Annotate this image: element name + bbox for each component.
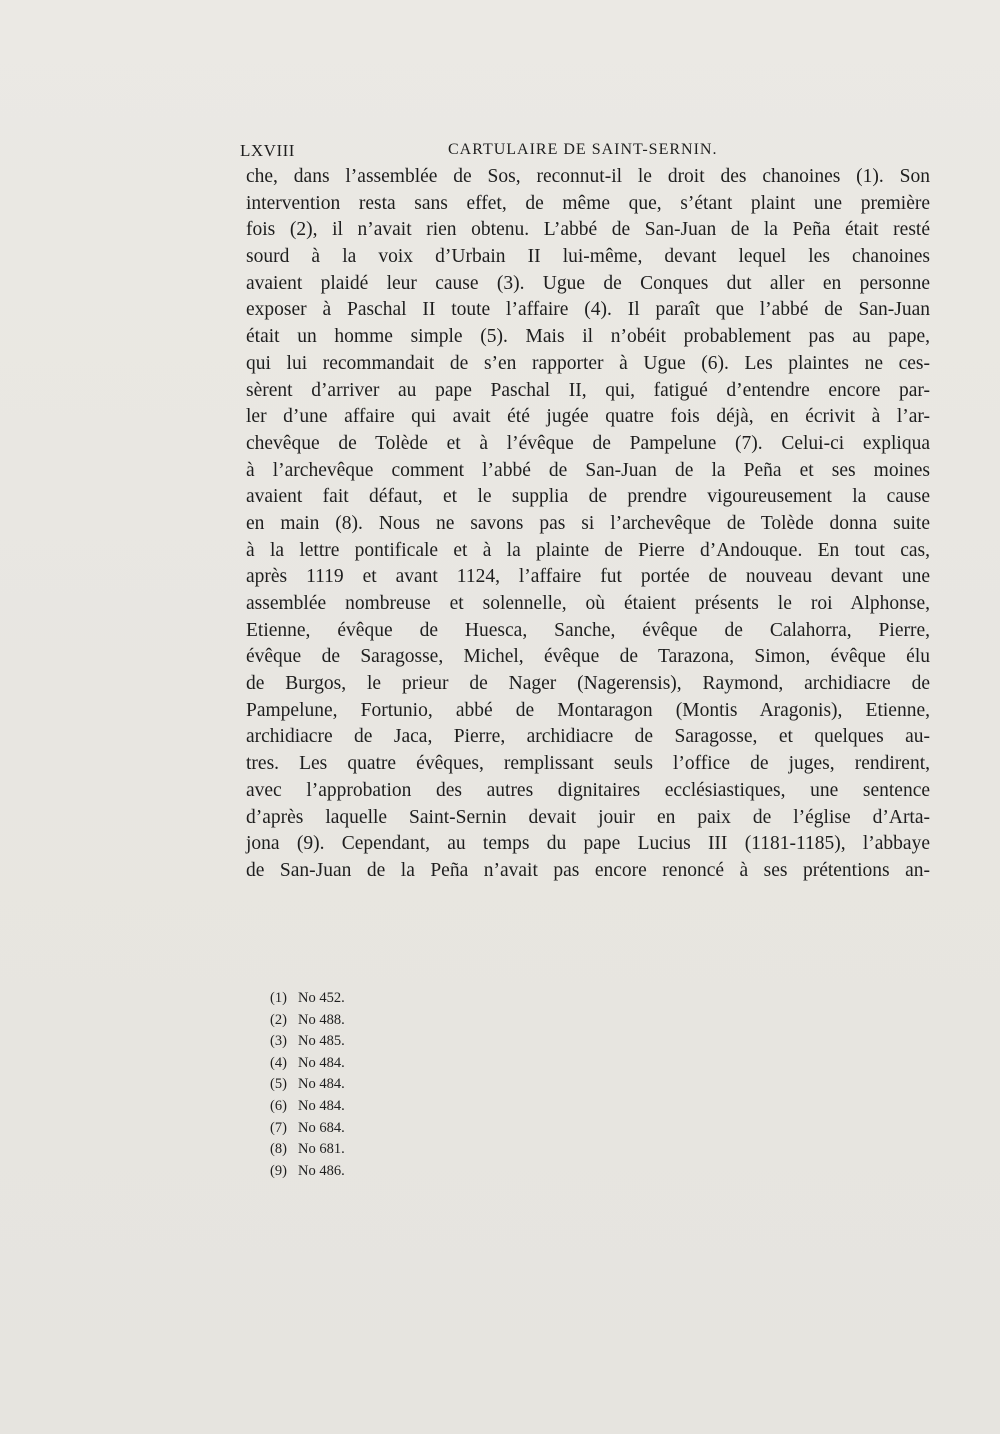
text-line: avec l’approbation des autres dignitaires ecclésiastiques, une sentence — [246, 779, 930, 801]
text-line: avaient plaidé leur cause (3). Ugue de Conques dut aller en personne — [246, 272, 930, 294]
text-line: évêque de Saragosse, Michel, évêque de Tarazona, Simon, évêque élu — [246, 646, 930, 668]
footnote-text: No 452. — [298, 990, 345, 1006]
footnote — [270, 1031, 470, 1053]
text-line: che, dans l’assemblée de Sos, reconnut-il le droit des chanoines (1). Son — [246, 166, 930, 187]
page-folio: LXVIII — [240, 141, 295, 160]
footnote-mark: (4) — [270, 1054, 287, 1071]
footnote — [270, 1161, 470, 1183]
footnote-text: No 486. — [298, 1162, 345, 1179]
text-line: sèrent d’arriver au pape Paschal II, qui, fatigué d’entendre encore par- — [246, 379, 930, 401]
footnote — [270, 988, 470, 1010]
text-line: ler d’une affaire qui avait été jugée quatre fois déjà, en écrivit à l’ar- — [246, 406, 930, 428]
text-line: à la lettre pontificale et à la plainte de Pierre d’Andouque. En tout cas, — [246, 539, 930, 561]
text-line: de Burgos, le prieur de Nager (Nagerensis), Raymond, archidiacre de — [246, 673, 930, 695]
footnote-text: No 485. — [298, 1033, 345, 1050]
footnote-text: No 684. — [298, 1119, 345, 1136]
text-line: d’après laquelle Saint-Sernin devait jouir en paix de l’église d’Arta- — [246, 806, 930, 828]
footnote — [270, 1053, 470, 1075]
footnote — [270, 1074, 470, 1096]
footnote-mark: (6) — [270, 1097, 287, 1114]
text-line: de San-Juan de la Peña n’avait pas encore renoncé à ses prétentions an- — [246, 859, 930, 881]
footnote — [270, 1010, 470, 1032]
text-line: chevêque de Tolède et à l’évêque de Pampelune (7). Celui-ci expliqua — [246, 432, 930, 454]
footnote — [270, 1096, 470, 1118]
text-line: Pampelune, Fortunio, abbé de Montaragon (Montis Aragonis), Etienne, — [246, 699, 930, 721]
text-line: jona (9). Cependant, au temps du pape Lucius III (1181-1185), l’abbaye — [246, 833, 930, 855]
text-line: sourd à la voix d’Urbain II lui-même, devant lequel les chanoines — [246, 246, 930, 268]
footnote-text: No 488. — [298, 1011, 345, 1028]
footnote-text: No 484. — [298, 1097, 345, 1114]
text-line: qui lui recommandait de s’en rapporter à Ugue (6). Les plaintes ne ces- — [246, 352, 930, 374]
footnote-mark: (7) — [270, 1119, 287, 1136]
text-line: fois (2), il n’avait rien obtenu. L’abbé de San-Juan de la Peña était resté — [246, 219, 930, 241]
footnote-mark: (8) — [270, 1141, 287, 1158]
footnote-text: No 484. — [298, 1076, 345, 1093]
footnote — [270, 1118, 470, 1140]
text-line: après 1119 et avant 1124, l’affaire fut portée de nouveau devant une — [246, 566, 930, 588]
text-line: exposer à Paschal II toute l’affaire (4). Il paraît que l’abbé de San-Juan — [246, 299, 930, 321]
text-line: Etienne, évêque de Huesca, Sanche, évêque de Calahorra, Pierre, — [246, 619, 930, 641]
footnote-text: No 681. — [298, 1141, 345, 1158]
text-line: tres. Les quatre évêques, remplissant seuls l’office de juges, rendirent, — [246, 753, 930, 775]
footnote-mark: (5) — [270, 1076, 287, 1093]
body-text — [246, 164, 930, 885]
footnote-mark: (9) — [270, 1162, 287, 1179]
text-line: intervention resta sans effet, de même que, s’étant plaint une première — [246, 192, 930, 214]
footnote-mark: (3) — [270, 1033, 287, 1050]
text-line: assemblée nombreuse et solennelle, où étaient présents le roi Alphonse, — [246, 593, 930, 614]
footnote-text: No 484. — [298, 1054, 345, 1071]
footnote-mark: (1) — [270, 990, 287, 1006]
text-line: à l’archevêque comment l’abbé de San-Juan de la Peña et ses moines — [246, 459, 930, 481]
running-title: CARTULAIRE DE SAINT-SERNIN. — [448, 141, 718, 158]
footnote — [270, 1139, 470, 1161]
text-line: était un homme simple (5). Mais il n’obéit probablement pas au pape, — [246, 326, 930, 348]
text-line: avaient fait défaut, et le supplia de prendre vigoureusement la cause — [246, 486, 930, 508]
text-line: archidiacre de Jaca, Pierre, archidiacre de Saragosse, et quelques au- — [246, 726, 930, 748]
footnotes — [270, 988, 470, 1182]
footnote-mark: (2) — [270, 1011, 287, 1028]
running-head — [240, 141, 920, 165]
text-line: en main (8). Nous ne savons pas si l’archevêque de Tolède donna suite — [246, 512, 930, 534]
